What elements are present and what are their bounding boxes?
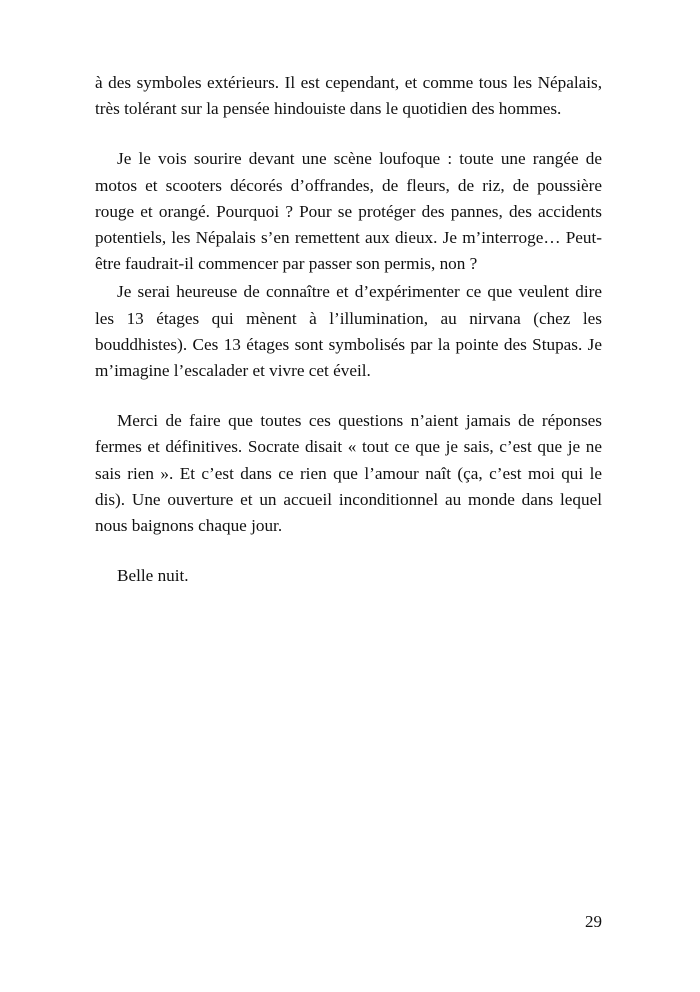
paragraph-motos: Je le vois sourire devant une scène loufoque : toute une rangée de motos et scooters décorés d’offrandes, de fleurs, de riz, de poussière rouge et orangé. Pourquoi ? Pour se protéger des pannes, des accidents potentiels, les Népalais s’en remettent aux dieux. Je m’interroge… Peut-être faudrait-il commencer par passer son permis, non ?: [95, 149, 602, 274]
paragraph-closing: Belle nuit.: [117, 566, 189, 586]
paragraph-spacer: [95, 122, 602, 146]
paragraph-continuation: à des symboles extérieurs. Il est cependant, et comme tous les Népalais, très tolérant sur la pensée hindouiste dans le quotidien des hommes.: [95, 73, 602, 119]
paragraph-spacer: [95, 384, 602, 408]
page-number: 29: [585, 912, 602, 931]
body-text: [95, 70, 602, 589]
paragraph-socrate: Merci de faire que toutes ces questions n’aient jamais de réponses fermes et définitives. Socrate disait « tout ce que je sais, c’est que je ne sais rien ». Et c’est dans ce rien que l’amour naît (ça, c’est moi qui le dis). Une ouverture et un accueil inconditionnel au monde dans lequel nous baignons chaque jour.: [95, 411, 602, 536]
paragraph-spacer: [95, 539, 602, 563]
paragraph-stupas: Je serai heureuse de connaître et d’expérimenter ce que veulent dire les 13 étages qui mènent à l’illumination, au nirvana (chez les bouddhistes). Ces 13 étages sont symbolisés par la pointe des Stupas. Je m’imagine l’escalader et vivre cet éveil.: [95, 282, 602, 381]
